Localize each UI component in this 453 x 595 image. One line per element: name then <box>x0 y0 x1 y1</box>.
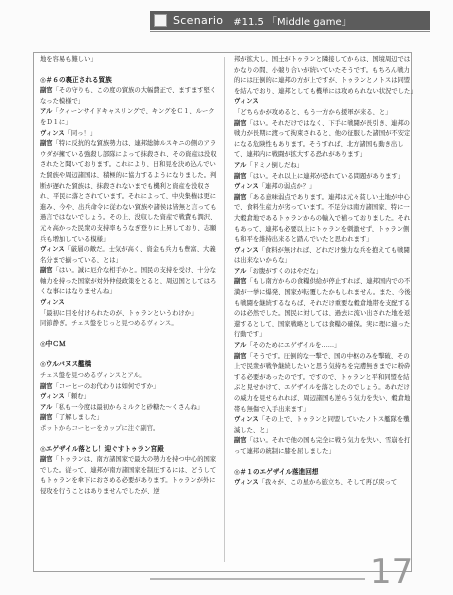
speaker-name: 副官 <box>234 172 247 180</box>
dialogue-text: 「我々が、この星から旅立ち、そして再び戻って <box>258 479 398 487</box>
column-divider <box>224 57 225 562</box>
speaker-name: 副官 <box>234 437 247 445</box>
header-square-icon <box>154 14 167 27</box>
dialogue-text: 「その守りも、この度の貿族の大幅費正で、ますます堅くなった模様で」 <box>40 87 217 105</box>
paragraph-gap <box>40 350 220 358</box>
stage-direction: チェス盤を見つめるヴィンスとアル。 <box>40 372 146 380</box>
dialogue-text: 「そうです。圧倒的な一撃で、国の中枢のみを撃破、その上で民衆が戦争継続したいと思う気持ちを完膚無きまでに粉砕する必要があったのです。ですので、トゥランと平和同盟を結ぶと見せかけて、エゲザイルを落としたのでしょう。あれだけの威力を見せられれば、周辺諸国も逆らう気力を失い、穀倉地帯も無傷で入手出来ます」 <box>234 352 411 413</box>
header-rule <box>150 31 430 32</box>
dialogue-line <box>40 245 220 266</box>
dialogue-line <box>40 139 220 245</box>
speaker-name: 副官 <box>40 140 53 148</box>
dialogue-line <box>40 86 220 107</box>
dialogue-text: 「その上で、トゥランと同盟していたノトス艦隊を殲滅した、と」 <box>234 416 410 434</box>
right-column <box>234 55 417 489</box>
dialogue-text: 「了解しました」 <box>52 414 103 422</box>
dialogue-line <box>40 129 220 140</box>
dialogue-line <box>40 403 220 414</box>
episode-title: #11.5 「Middle game」 <box>233 17 352 28</box>
dialogue-text: 「食料が無ければ、どれだけ強力な兵を抱えても戦闘は出来ないからな」 <box>234 246 410 265</box>
speaker-name: ヴィンス <box>234 416 259 424</box>
paragraph-gap <box>40 435 220 443</box>
speaker-name: ヴィンス <box>234 246 259 254</box>
speaker-name: 副官 <box>40 456 53 464</box>
paragraph-gap <box>40 330 220 338</box>
dialogue-line <box>234 246 414 267</box>
speaker-name: アル <box>40 403 53 411</box>
dialogue-line <box>40 392 220 403</box>
dialogue-line <box>40 455 220 497</box>
scene-heading: ◎中ＣＭ <box>40 339 66 348</box>
speaker-name: ヴィンス <box>40 246 65 254</box>
dialogue-line <box>234 436 414 457</box>
left-column <box>40 55 220 498</box>
dialogue-line <box>234 341 414 352</box>
page-number: 17 <box>370 552 414 592</box>
dialogue-line <box>234 352 414 416</box>
speaker-name: ヴィンス <box>40 299 65 307</box>
dialogue-line <box>234 182 414 193</box>
dialogue-line <box>40 266 220 298</box>
speaker-name: 副官 <box>234 352 247 360</box>
paragraph-gap <box>40 66 220 74</box>
body-text: 邦が拡大し、国土がトゥランと隣接してからは、国境周辺ではかなりの間、小競り合いが続いていたそうです。もちろん戦力的には圧倒的に連邦の方が上ですが、トゥランとノトスは同盟を結んでおり、連邦としても機単には攻められない状況でした」 <box>234 56 417 95</box>
dialogue-line <box>234 119 414 161</box>
speaker-name: ヴィンス <box>234 479 259 487</box>
scene-heading: ◎エゲザイル落とし！迎ぐすトゥラン宮殿 <box>40 444 164 453</box>
scene-heading: ◎＃１のエゲザイル落進回想 <box>234 467 319 476</box>
dialogue-text: 「コーヒーのお代わりは如何ですか」 <box>52 382 160 390</box>
speaker-name: 副官 <box>40 414 53 422</box>
dialogue-text: 「特に反抗的な貿族勢力は、連邦総帥ルスキニの側のアラウダが擁ている強殺し部隊によって抹殺され、その資産は没収されたと聞いております。これにより、日和見を決め込んでいた貿族や周辺諸国は、積極的に協力するようになりました。判断が遅れた貿族は、抹殺されないまでも機利と資産を没収され、平民に落とされています。それによって、中央集権は更に進み、今や、出兵命令に従わない貿族や諸侯は皆無と言っても過言ではないでしょう。その上、没収した資産で戦費も潤沢、元々高かった民衆の支持率もうなぎ登りに上昇しており、志願兵も増加している模様」 <box>40 140 217 243</box>
dialogue-text: 「ある意味弱点であります。連邦は元々貧しい土地が中心で、食料生産力が劣っています。不足分は南方諸国家、特に一大穀倉地であるトゥランからの輸入で補っておりました。それもあって、連邦も必要以上にトゥランを刺激せず、トゥラン側も和平を維持出来ると踏んでいたと思われます」 <box>234 193 411 244</box>
scenario-header-bar <box>150 11 430 30</box>
dialogue-text: 「はい。それで他の国も完全に戦う気力を失い、雪崩を打って連邦の統制に膝を屈しました」 <box>234 437 411 455</box>
speaker-name: 副官 <box>234 119 247 127</box>
speaker-name: 副官 <box>40 87 53 95</box>
dialogue-line <box>234 267 414 278</box>
dialogue-text: 「お腹がすくのはやだな」 <box>246 267 322 275</box>
dialogue-text: 「厳層の敵だ。士気が高く、資金も兵力も豊富、大義名分まで揃っている、とは」 <box>40 246 216 264</box>
paragraph-gap <box>234 458 414 466</box>
dialogue-text: 「はい。誠に厄介な相手かと。国民の支持を受け、十分な軸力を持った国家が対外仲侵政策をとると、周辺国としてはろくな事にはなりませんね」 <box>40 267 217 296</box>
dialogue-text: 「同っ！」 <box>64 129 97 137</box>
speaker-name: ヴィンス <box>234 98 259 106</box>
dialogue-line <box>234 97 414 118</box>
dialogue-text: 「連邦の弱点か？」 <box>258 183 316 191</box>
dialogue-text: 「はい。それ以上に連邦が恐れている問題があります」 <box>246 172 405 180</box>
dialogue-line <box>234 172 414 183</box>
bottom-rule <box>150 578 365 580</box>
scene-heading: ◎＃６の裏正される貿族 <box>40 75 112 84</box>
dialogue-line <box>40 413 220 424</box>
dialogue-text: 「頼む」 <box>64 393 90 401</box>
dialogue-text: 「ドミノ倒しだね」 <box>246 161 304 169</box>
speaker-name: 副官 <box>40 382 53 390</box>
scene-heading: ◎ウルバヌス艦橋 <box>40 360 92 369</box>
dialogue-line <box>234 415 414 436</box>
speaker-name: ヴィンス <box>234 183 259 191</box>
stage-direction: ポットからコーヒーをカップに注ぐ副官。 <box>40 425 160 432</box>
speaker-name: アル <box>234 161 247 169</box>
dialogue-text: 「クィーンサイドキャスリングで、キングをＣ１、ルークをＤ１に」 <box>40 108 215 126</box>
stage-direction: 同節静ぎ。チェス盤をじっと見つめるヴィンス。 <box>40 320 178 328</box>
speaker-name: 副官 <box>234 278 247 286</box>
speaker-name: ヴィンス <box>40 129 65 137</box>
dialogue-text: 「トゥランは、南方諸国家で最大の勢力を持つ中心的国家でした。従って、連邦が南方諸国家を制圧するには、どうしてもトゥランを傘下におさめる必要があります。トゥランが外に侵攻を行うことはありませんでしたが、逆 <box>40 456 217 495</box>
speaker-name: 副官 <box>234 193 247 201</box>
dialogue-text: 「最初に目を付けられたのが、トゥランというわけか」 <box>40 309 198 317</box>
dialogue-line <box>40 107 220 128</box>
dialogue-line <box>234 193 414 246</box>
speaker-name: 副官 <box>40 267 53 275</box>
dialogue-line <box>234 161 414 172</box>
speaker-name: ヴィンス <box>40 393 65 401</box>
dialogue-text: 「私も一今度は最初からミルクと砂糖た～くさんね」 <box>52 403 204 411</box>
speaker-name: アル <box>234 342 247 350</box>
speaker-name: アル <box>234 267 247 275</box>
dialogue-line <box>40 298 220 319</box>
dialogue-text: 「もし南方からの食糧供給が停止すれば、連邦国内での不満が一挙に爆発、国家が転覆したかもしれません。また、今後も戦闘を継続するならば、それだけ重要な穀倉地帯を支配するのは必然でした。国民に対しては、過去に流い出された地を返還するとして、国家戦略としては食糧の確保。実に理に適った行動です」 <box>234 278 411 339</box>
dialogue-text: 「そのためにエゲザイルを……」 <box>246 342 341 350</box>
section-label: Scenario <box>173 14 224 27</box>
speaker-name: アル <box>40 108 53 116</box>
dialogue-line <box>40 382 220 393</box>
dialogue-text: 「どちらかが攻めると、もう一方から援軍が来る、と」 <box>234 108 392 116</box>
dialogue-text: 「はい。それだけではなく、下手に戦闘が長引き、連邦の戦力が長期に渡って拘束されると、他の征服した諸国が不安定になる危険性もあります。そうすれば、北方諸国も動き出して、連邦内に戦闘が拡大する恐れがあります」 <box>234 119 411 159</box>
body-text: 地を容易も難しい」 <box>40 56 97 63</box>
dialogue-line <box>234 277 414 341</box>
dialogue-line <box>234 478 414 489</box>
